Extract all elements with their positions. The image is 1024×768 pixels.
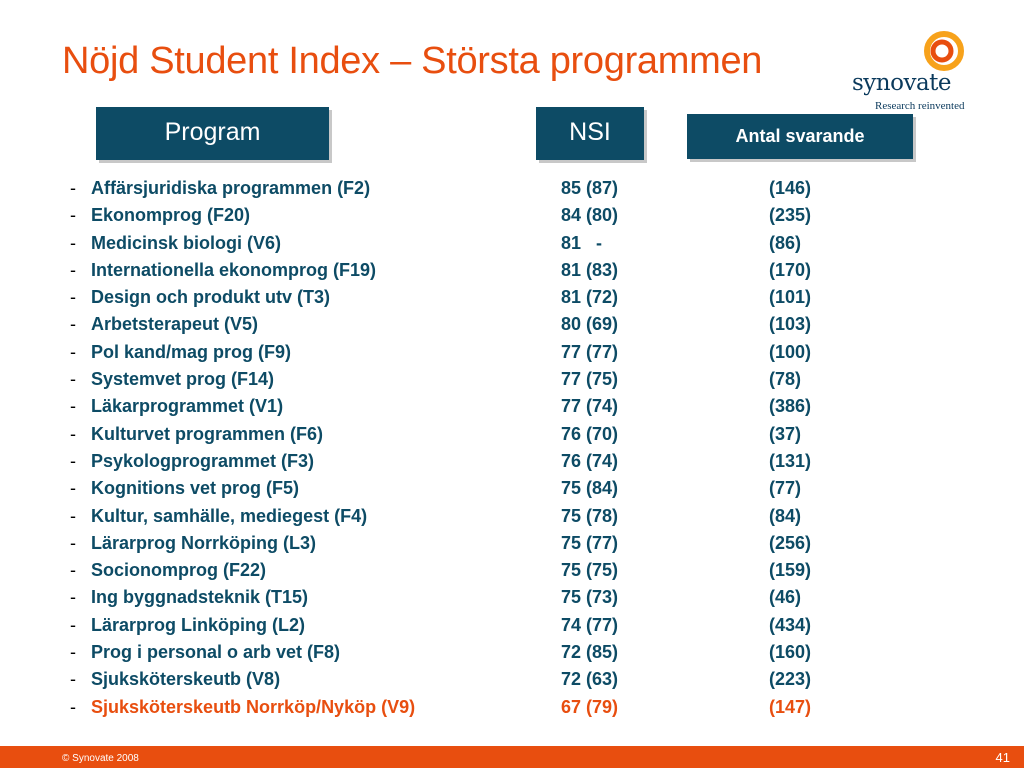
respondent-count: (386) [769, 396, 812, 417]
nsi-value: 74 (77) [561, 614, 619, 635]
program-name: Ekonomprog (F20) [91, 205, 251, 226]
table-row [0, 230, 1024, 257]
respondent-count: (37) [769, 423, 802, 444]
program-name: Socionomprog (F22) [91, 560, 266, 581]
respondent-count: (84) [769, 505, 802, 526]
respondent-count: (170) [769, 259, 812, 280]
respondent-count: (147) [769, 696, 812, 717]
nsi-value: 80 (69) [561, 314, 619, 335]
table-row [0, 448, 1024, 475]
table-row [0, 366, 1024, 393]
bullet-dash: - [70, 642, 76, 663]
bullet-dash: - [70, 587, 76, 608]
respondent-count: (146) [769, 178, 812, 198]
bullet-dash: - [70, 560, 76, 581]
bullet-dash: - [70, 341, 76, 362]
nsi-value: 76 (74) [561, 450, 619, 471]
program-name: Kulturvet programmen (F6) [91, 423, 324, 444]
nsi-value: 75 (73) [561, 587, 619, 608]
program-name: Arbetsterapeut (V5) [91, 314, 259, 335]
table-row [0, 475, 1024, 502]
respondent-count: (101) [769, 287, 812, 308]
bullet-dash: - [70, 669, 76, 690]
nsi-value: 81 (72) [561, 287, 619, 308]
table-row [0, 339, 1024, 366]
header-program-label: Program [164, 118, 261, 146]
nsi-value: 76 (70) [561, 423, 619, 444]
synovate-swirl-icon [920, 30, 964, 74]
table-row [0, 257, 1024, 284]
respondent-count: (223) [769, 669, 812, 690]
respondent-count: (159) [769, 560, 812, 581]
footer-copyright: © Synovate 2008 [62, 753, 139, 764]
nsi-value: 77 (75) [561, 369, 619, 390]
slide-title: Nöjd Student Index – Största programmen [62, 40, 763, 82]
respondent-count: (86) [769, 232, 802, 253]
program-name: Systemvet prog (F14) [91, 369, 275, 390]
bullet-dash: - [70, 259, 76, 280]
bullet-dash: - [70, 614, 76, 635]
table-row [0, 175, 1024, 202]
nsi-value: 72 (63) [561, 669, 619, 690]
program-name: Prog i personal o arb vet (F8) [91, 642, 341, 663]
bullet-dash: - [70, 505, 76, 526]
program-name: Pol kand/mag prog (F9) [91, 341, 292, 362]
bullet-dash: - [70, 205, 76, 226]
program-name: Lärarprog Norrköping (L3) [91, 532, 317, 553]
nsi-value: 81 - [561, 232, 603, 253]
nsi-value: 77 (77) [561, 341, 619, 362]
header-antal-label: Antal svarande [735, 126, 865, 146]
logo-wordmark: synovate [852, 70, 952, 96]
program-name: Affärsjuridiska programmen (F2) [91, 178, 371, 198]
nsi-value: 75 (75) [561, 560, 619, 581]
respondent-count: (103) [769, 314, 812, 335]
nsi-value: 67 (79) [561, 696, 619, 717]
nsi-value: 85 (87) [561, 178, 619, 198]
header-nsi [536, 107, 644, 160]
bullet-dash: - [70, 532, 76, 553]
table-row [0, 584, 1024, 611]
table-row [0, 284, 1024, 311]
page-number: 41 [995, 750, 1010, 765]
bullet-dash: - [70, 696, 76, 717]
respondent-count: (131) [769, 450, 812, 471]
respondent-count: (256) [769, 532, 812, 553]
program-name: Kultur, samhälle, mediegest (F4) [91, 505, 368, 526]
footer-bar [0, 746, 1024, 768]
table-row [0, 503, 1024, 530]
logo-tagline: Research reinvented [875, 100, 965, 112]
table-row [0, 311, 1024, 338]
nsi-value: 84 (80) [561, 205, 619, 226]
program-name: Internationella ekonomprog (F19) [91, 259, 377, 280]
bullet-dash: - [70, 369, 76, 390]
table-row [0, 557, 1024, 584]
bullet-dash: - [70, 450, 76, 471]
nsi-value: 72 (85) [561, 642, 619, 663]
respondent-count: (160) [769, 642, 812, 663]
program-name: Sjuksköterskeutb Norrköp/Nyköp (V9) [91, 696, 416, 717]
table-row [0, 639, 1024, 666]
bullet-dash: - [70, 423, 76, 444]
header-antal-svarande [687, 114, 913, 159]
bullet-dash: - [70, 396, 76, 417]
program-name: Lärarprog Linköping (L2) [91, 614, 305, 635]
table-row [0, 530, 1024, 557]
respondent-count: (100) [769, 341, 812, 362]
bullet-dash: - [70, 314, 76, 335]
table-row [0, 202, 1024, 229]
program-name: Medicinsk biologi (V6) [91, 232, 282, 253]
respondent-count: (77) [769, 478, 802, 499]
table-row [0, 666, 1024, 693]
synovate-logo [852, 30, 972, 116]
bullet-dash: - [70, 232, 76, 253]
nsi-value: 75 (77) [561, 532, 619, 553]
table-row [0, 393, 1024, 420]
nsi-value: 77 (74) [561, 396, 619, 417]
program-name: Kognitions vet prog (F5) [91, 478, 299, 499]
bullet-dash: - [70, 178, 76, 198]
program-list [0, 175, 1024, 721]
table-row [0, 612, 1024, 639]
nsi-value: 75 (78) [561, 505, 619, 526]
respondent-count: (78) [769, 369, 802, 390]
table-row [0, 421, 1024, 448]
nsi-value: 75 (84) [561, 478, 619, 499]
program-name: Design och produkt utv (T3) [91, 287, 331, 308]
bullet-dash: - [70, 287, 76, 308]
header-nsi-label: NSI [569, 118, 611, 146]
respondent-count: (235) [769, 205, 812, 226]
header-program [96, 107, 329, 160]
program-name: Psykologprogrammet (F3) [91, 450, 315, 471]
respondent-count: (46) [769, 587, 802, 608]
bullet-dash: - [70, 478, 76, 499]
nsi-value: 81 (83) [561, 259, 619, 280]
program-name: Läkarprogrammet (V1) [91, 396, 284, 417]
program-name: Sjuksköterskeutb (V8) [91, 669, 281, 690]
table-row-highlighted [0, 694, 1024, 721]
respondent-count: (434) [769, 614, 812, 635]
program-name: Ing byggnadsteknik (T15) [91, 587, 309, 608]
